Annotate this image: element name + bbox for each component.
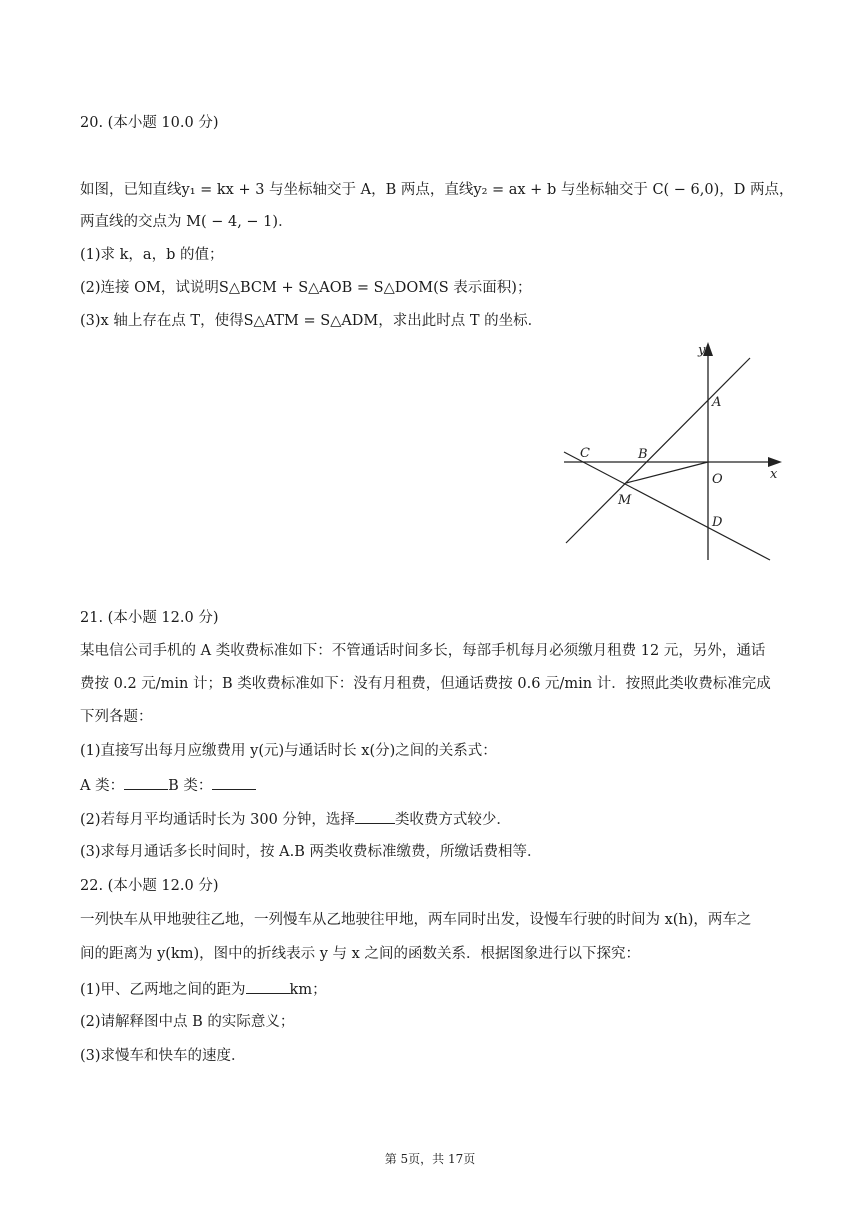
- answer-blank-distance[interactable]: [246, 978, 290, 994]
- q20-header: 20. (本小题 10.0 分): [80, 115, 219, 131]
- q22-part1-suffix: km；: [289, 982, 327, 998]
- q20-stem-line2: 两直线的交点为 M( − 4, − 1)．: [80, 214, 293, 230]
- q22-stem-line2: 间的距离为 y(km)，图中的折线表示 y 与 x 之间的函数关系．根据图象进行以下探究：: [80, 946, 640, 962]
- label-a: A: [712, 395, 722, 410]
- q21-header: 21. (本小题 12.0 分): [80, 610, 219, 626]
- q22-part3: (3)求慢车和快车的速度．: [80, 1048, 246, 1064]
- answer-blank-b[interactable]: [212, 774, 256, 790]
- q20-figure: [560, 338, 785, 568]
- label-m: M: [618, 493, 632, 508]
- q22-stem-line1: 一列快车从甲地驶往乙地，一列慢车从乙地驶往甲地，两车同时出发，设慢车行驶的时间为 x(h)，两车之: [80, 912, 752, 928]
- q21-part2: [80, 808, 511, 830]
- q21-part1: (1)直接写出每月应缴费用 y(元)与通话时长 x(分)之间的关系式：: [80, 743, 497, 759]
- x-axis-arrow: [768, 457, 782, 467]
- line-y2: [564, 452, 770, 560]
- q22-part2: (2)请解释图中点 B 的实际意义；: [80, 1014, 295, 1030]
- label-x: x: [770, 467, 778, 482]
- q20-part3: (3)x 轴上存在点 T，使得S△ATM = S△ADM，求出此时点 T 的坐标．: [80, 313, 543, 329]
- answer-blank-plan[interactable]: [355, 808, 395, 824]
- q21-stem-line2: 费按 0.2 元/min 计；B 类收费标准如下：没有月租费，但通话费按 0.6 元/min 计．按照此类收费标准完成: [80, 676, 771, 692]
- q22-part1: [80, 978, 327, 1000]
- label-d: D: [712, 515, 723, 530]
- q21-part2-suffix: 类收费方式较少．: [394, 812, 511, 828]
- q21-part3: (3)求每月通话多长时间时，按 A.B 两类收费标准缴费，所缴话费相等．: [80, 844, 542, 860]
- q22-header: 22. (本小题 12.0 分): [80, 878, 219, 894]
- q20-part1: (1)求 k，a，b 的值；: [80, 247, 224, 263]
- q21-part1-answers: [80, 774, 256, 796]
- answer-blank-a[interactable]: [124, 774, 168, 790]
- label-o: O: [712, 472, 723, 487]
- q21-label-a: A 类：: [80, 778, 125, 794]
- q22-part1-prefix: (1)甲、乙两地之间的距为: [80, 982, 246, 998]
- label-y: y: [698, 343, 706, 358]
- label-b: B: [638, 447, 648, 462]
- q21-stem-line1: 某电信公司手机的 A 类收费标准如下：不管通话时间多长，每部手机每月必须缴月租费 12 元，另外，通话: [80, 643, 766, 659]
- q20-part2: (2)连接 OM，试说明S△BCM + S△AOB = S△DOM(S 表示面积)；: [80, 280, 532, 296]
- label-c: C: [580, 446, 590, 461]
- q21-part2-prefix: (2)若每月平均通话时长为 300 分钟，选择: [80, 812, 355, 828]
- q21-label-b: B 类：: [168, 778, 213, 794]
- page-footer: 第 5页，共 17页: [384, 1152, 476, 1166]
- segment-om: [626, 462, 708, 483]
- q21-stem-line3: 下列各题：: [80, 709, 153, 725]
- q20-stem-line1: 如图，已知直线y₁ = kx + 3 与坐标轴交于 A，B 两点，直线y₂ = ax + b 与坐标轴交于 C( − 6,0)，D 两点，: [80, 182, 794, 198]
- coordinate-diagram: [560, 338, 785, 568]
